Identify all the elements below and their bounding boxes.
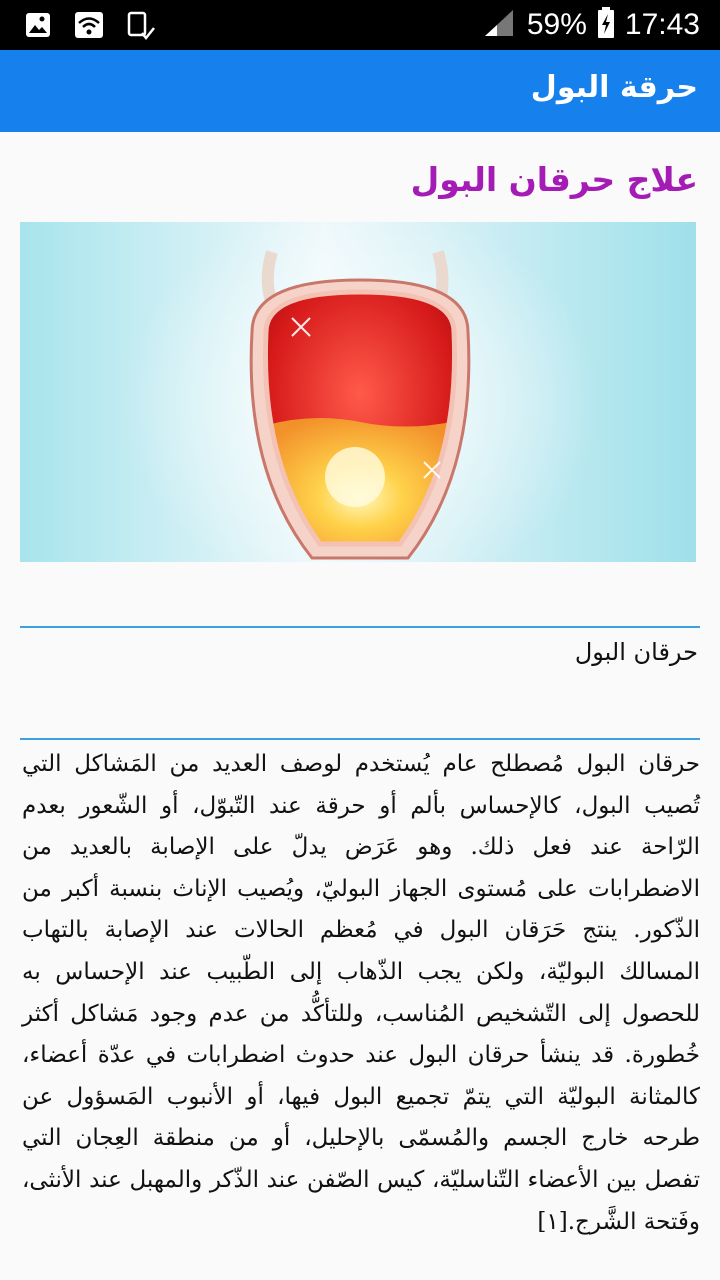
app-bar (0, 50, 720, 132)
divider-top (20, 626, 700, 628)
sim-check-icon (126, 11, 156, 45)
signal-icon (483, 8, 517, 42)
article-heading: علاج حرقان البول (410, 160, 698, 199)
divider-bottom (20, 738, 700, 740)
app-title: حرقة البول (530, 70, 698, 105)
status-bar (0, 0, 720, 50)
battery-percent: 59% (526, 8, 587, 41)
bladder-illustration (20, 222, 696, 562)
wifi-notification-icon (74, 11, 104, 45)
article-body: حرقان البول مُصطلح عام يُستخدم لوصف العديد من المَشاكل التي تُصيب البول، كالإحساس بألم أو حرقة عند التّبوّل، أو الشّعور بعدم الرّاحة عند فعل ذلك. وهو عَرَض يدلّ على الإصابة بالعديد من الاضطرابات على مُستوى الجهاز البوليّ، ويُصيب الإناث بنسبة أكبر من الذّكور. ينتج حَرَقان البول في مُعظم الحالات عند الإصابة بالتهاب المسالك البوليّة، ولكن يجب الذّهاب إلى الطّبيب عند الإحساس به للحصول إلى التّشخيص المُناسب، وللتأكُّد من عدم وجود مَشاكل أكثر خُطورة. قد ينشأ حرقان البول عند حدوث اضطرابات في عدّة أعضاء، كالمثانة البوليّة التي يتمّ تجميع البول فيها، أو الأنبوب المَسؤول عن طرحه خارج الجسم والمُسمّى بالإحليل، أو من منطقة العِجان التي تفصل بين الأعضاء التّناسليّة، كيس الصّفن عند الذّكر والمهبل عند الأنثى، وفَتحة الشَّرج.[١] (22, 751, 700, 1235)
battery-charging-icon (597, 7, 615, 43)
clock: 17:43 (624, 8, 700, 41)
image-notification-icon (24, 11, 52, 45)
article-subheading: حرقان البول (574, 638, 698, 666)
